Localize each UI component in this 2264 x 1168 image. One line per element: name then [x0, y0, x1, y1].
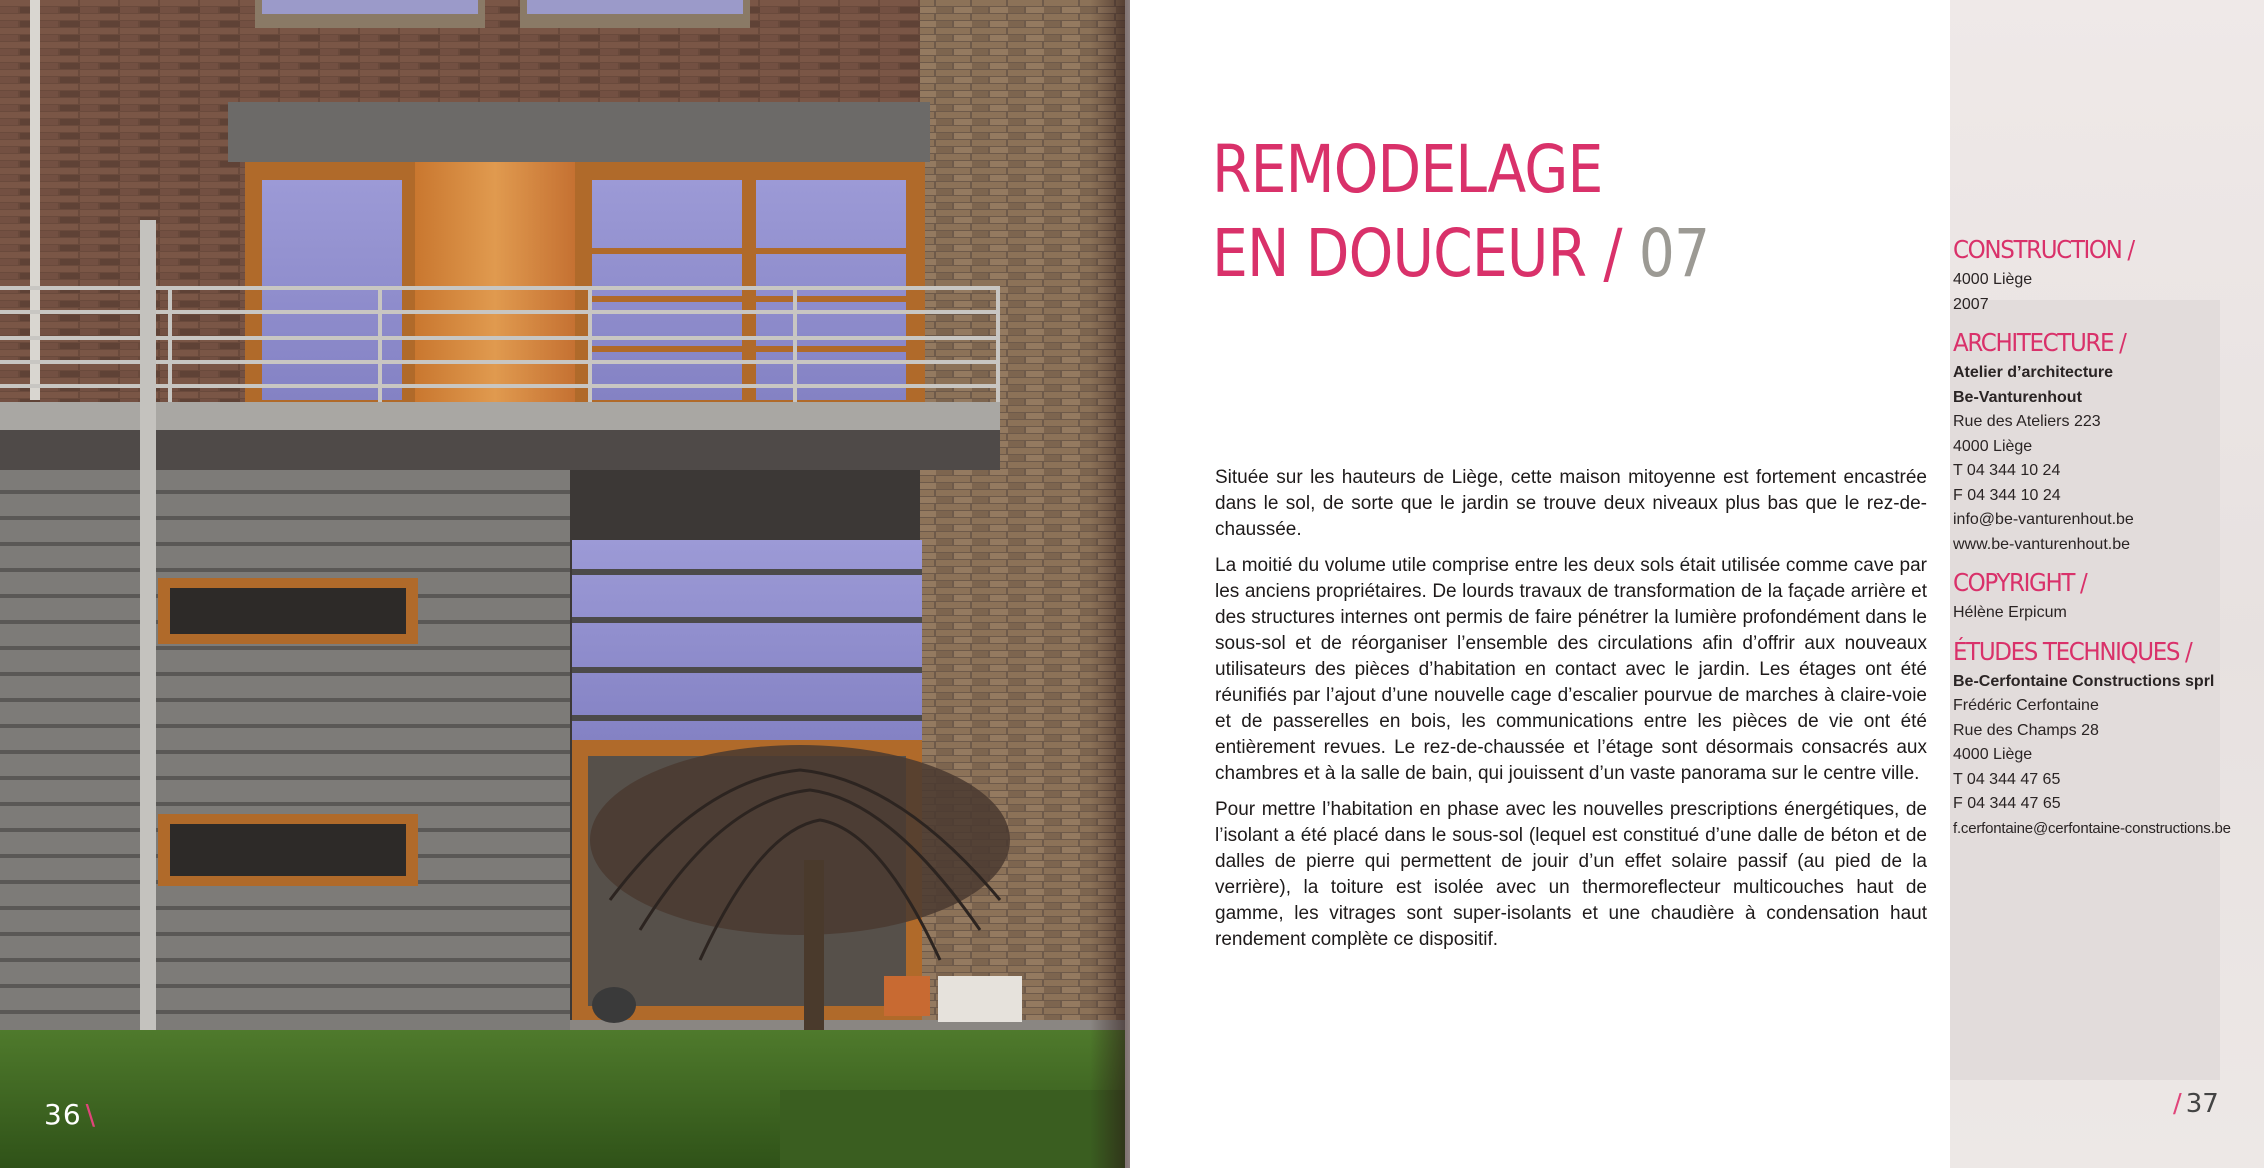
- construction-year: 2007: [1953, 295, 1989, 313]
- architect-name-line-2: Be-Vanturenhout: [1953, 388, 2082, 406]
- page-number-right-mark: /: [2173, 1089, 2182, 1119]
- architect-fax: F 04 344 10 24: [1953, 486, 2061, 504]
- architect-city: 4000 Liège: [1953, 437, 2033, 455]
- engineer-email: f.cerfontaine@cerfontaine-constructions.be: [1953, 819, 2231, 837]
- construction-location: 4000 Liège: [1953, 271, 2033, 288]
- architect-phone: T 04 344 10 24: [1953, 462, 2061, 479]
- house-photo: [0, 0, 1125, 1168]
- engineer-fax: F 04 344 47 65: [1953, 795, 2061, 812]
- credits-etudes-techniques: [1953, 636, 2263, 842]
- credits-construction: [1953, 234, 2263, 317]
- page-number-mark: \: [85, 1098, 97, 1131]
- project-number: 07: [1638, 215, 1710, 292]
- copyright-heading: COPYRIGHT /: [1953, 568, 2087, 597]
- architect-name-line-1: Atelier d’architecture: [1953, 364, 2114, 381]
- architect-website: www.be-vanturenhout.be: [1953, 535, 2130, 553]
- paragraph-3: Pour mettre l’habitation en phase avec les nouvelles prescriptions énergétiques, de l’isolant a été placé dans le sous-sol (lequel est constitué d’une dalle de béton et de dalles de pierre qui permettent de jouir d’un effet solaire passif (au pied de la verrière), la toiture est isolée avec un thermoreflecteur multicouches haut de gamme, les vitrages sont super-isolants et une chaudière à condensation haut rendement complète ce dispositif.: [1215, 799, 1927, 950]
- engineer-city: 4000 Liège: [1953, 746, 2033, 763]
- etudes-heading: ÉTUDES TECHNIQUES /: [1953, 636, 2192, 666]
- credits-copyright: [1953, 567, 2263, 626]
- article-body: [1215, 465, 1927, 963]
- architect-street: Rue des Ateliers 223: [1953, 413, 2101, 430]
- architecture-heading: ARCHITECTURE /: [1953, 328, 2126, 357]
- page-title: [1212, 128, 1709, 296]
- project-credits: [1953, 234, 2263, 851]
- engineer-phone: T 04 344 47 65: [1953, 770, 2061, 788]
- page-number-right: [2173, 1089, 2219, 1119]
- photographer-name: Hélène Erpicum: [1953, 604, 2067, 621]
- credits-architecture: [1953, 327, 2263, 557]
- paragraph-2: La moitié du volume utile comprise entre les deux sols était utilisée comme cave par les anciens propriétaires. De lourds travaux de transformation de la façade arrière et des structures internes ont permis de faire pénétrer la lumière profondément dans le sous-sol et de réorganiser l’ensemble des circulations afin d’offrir aux nouveaux utilisateurs des pièces d’habitation en contact avec le jardin. Les étages ont été réunifiés par l’ajout d’une nouvelle cage d’escalier pourvue de marches à claire-voie et de passerelles en bois, les communications entre les pièces de vie ont été entièrement revues. Le rez-de-chaussée et l’étage sont désormais consacrés aux chambres et à la salle de bain, qui jouissent d’un vaste panorama sur le centre ville.: [1215, 555, 1927, 784]
- house-facade-illustration: [0, 0, 1125, 1168]
- page-number-36: 36: [44, 1098, 82, 1131]
- page-number-left: [44, 1098, 96, 1131]
- paragraph-1: Située sur les hauteurs de Liège, cette maison mitoyenne est fortement encastrée dans le sol, de sorte que le jardin se trouve deux niveaux plus bas que le rez-de-chaussée.: [1215, 467, 1927, 540]
- construction-heading: CONSTRUCTION /: [1953, 235, 2134, 264]
- title-line-2: EN DOUCEUR /: [1212, 215, 1622, 292]
- engineer-company: Be-Cerfontaine Constructions sprl: [1953, 672, 2215, 690]
- engineer-name: Frédéric Cerfontaine: [1953, 697, 2099, 714]
- page-number-37: 37: [2185, 1089, 2219, 1119]
- architect-email: info@be-vanturenhout.be: [1953, 511, 2134, 528]
- title-line-1: REMODELAGE: [1212, 131, 1603, 208]
- engineer-street: Rue des Champs 28: [1953, 721, 2099, 739]
